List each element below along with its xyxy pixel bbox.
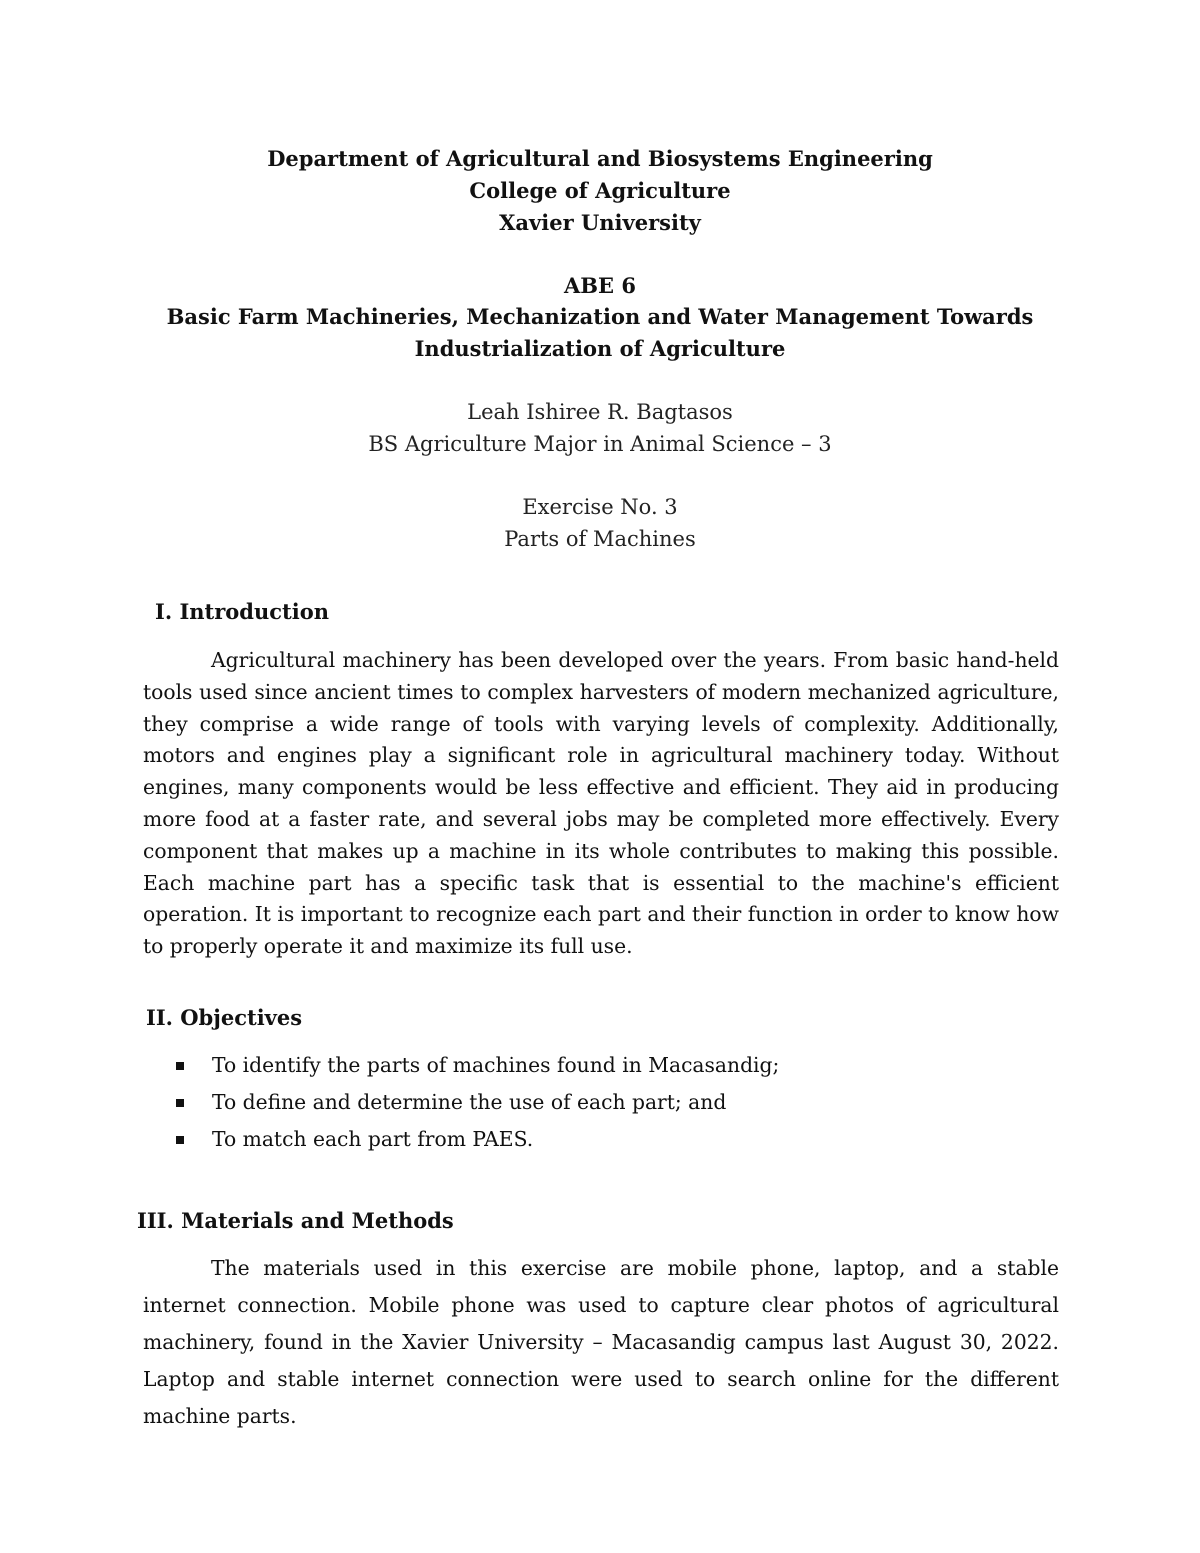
introduction-paragraph	[143, 645, 1059, 963]
materials-paragraph	[143, 1250, 1059, 1435]
exercise-number: Exercise No. 3	[522, 495, 678, 519]
college-title: College of Agriculture	[469, 178, 731, 203]
objectives-heading: II. Objectives	[146, 1005, 303, 1030]
objectives-list	[172, 1047, 779, 1158]
university-title: Xavier University	[499, 210, 701, 235]
introduction-text: Agricultural machinery has been developed over the years. From basic hand-held tools used since ancient times to complex harvesters of modern mechanized agriculture, they comprise a wide range of tools with varying levels of complexity. Additionally, motors and engines play a significant role in agricultural machinery today. Without engines, many components would be less effective and efficient. They aid in producing more food at a faster rate, and several jobs may be completed more effectively. Every component that makes up a machine in its whole contributes to making this possible. Each machine part has a specific task that is essential to the machine's efficient operation. It is important to recognize each part and their function in order to know how to properly operate it and maximize its full use.	[143, 648, 1059, 959]
materials-text: The materials used in this exercise are mobile phone, laptop, and a stable internet connection. Mobile phone was used to capture clear photos of agricultural machinery, found in the Xavier University – Macasandig campus last August 30, 2022. Laptop and stable internet connection were used to search online for the different machine parts.	[143, 1256, 1059, 1428]
materials-heading: III. Materials and Methods	[137, 1208, 454, 1233]
bullet-square-icon	[176, 1062, 184, 1070]
student-program: BS Agriculture Major in Animal Science – 3	[368, 432, 832, 456]
department-title: Department of Agricultural and Biosystems Engineering	[267, 146, 933, 171]
list-item: To define and determine the use of each part; and	[172, 1084, 779, 1121]
bullet-square-icon	[176, 1136, 184, 1144]
course-title-line2: Industrialization of Agriculture	[414, 336, 786, 361]
list-item: To match each part from PAES.	[172, 1121, 779, 1158]
bullet-square-icon	[176, 1099, 184, 1107]
student-name: Leah Ishiree R. Bagtasos	[467, 400, 733, 424]
course-code: ABE 6	[564, 273, 636, 298]
exercise-title: Parts of Machines	[504, 527, 696, 551]
introduction-heading: I. Introduction	[155, 599, 329, 624]
list-item: To identify the parts of machines found in Macasandig;	[172, 1047, 779, 1084]
course-title-line1: Basic Farm Machineries, Mechanization and Water Management Towards	[166, 304, 1034, 329]
